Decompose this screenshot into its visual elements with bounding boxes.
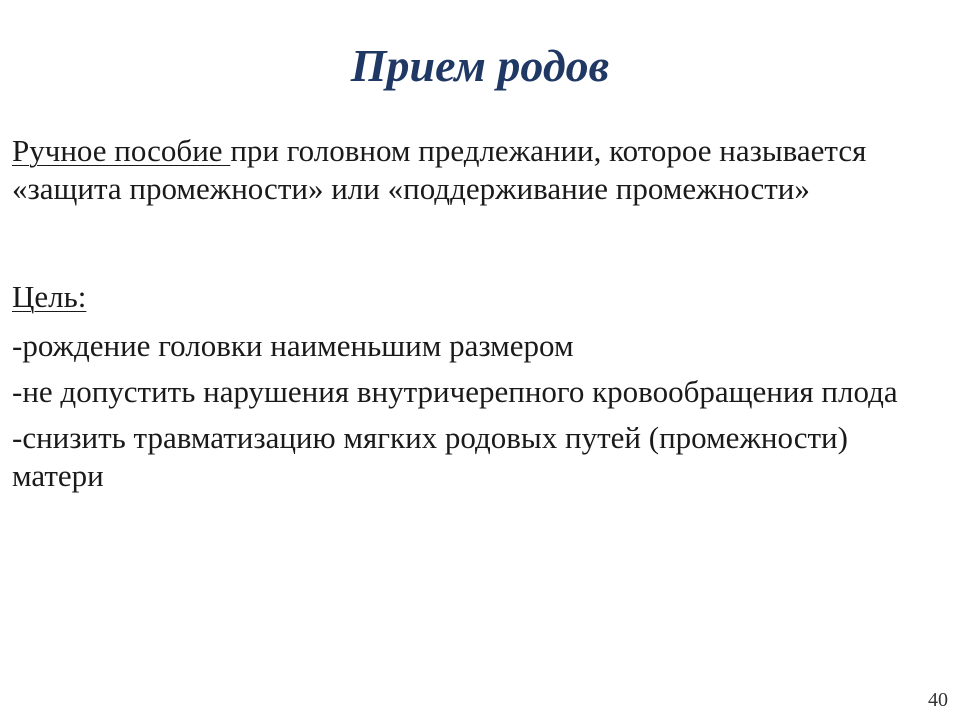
goal-item-1: -рождение головки наименьшим размером: [12, 328, 574, 363]
slide-number: 40: [928, 689, 948, 711]
goal-heading: [12, 278, 942, 316]
slide-body: [12, 132, 942, 503]
goal-item-3: -снизить травматизацию мягких родовых путей (промежности) матери: [12, 420, 848, 493]
goal-item-2: -не допустить нарушения внутричерепного кровообращения плода: [12, 374, 898, 409]
slide-title: Прием родов: [350, 40, 610, 91]
paragraph-spacer: [12, 208, 942, 278]
intro-text: при головном предлежании, которое называется «защита промежности» или «поддерживание промежности»: [12, 133, 867, 206]
intro-paragraph: [12, 132, 942, 208]
intro-underlined-term: Ручное пособие: [12, 133, 231, 168]
goal-heading-label: Цель:: [12, 279, 87, 314]
